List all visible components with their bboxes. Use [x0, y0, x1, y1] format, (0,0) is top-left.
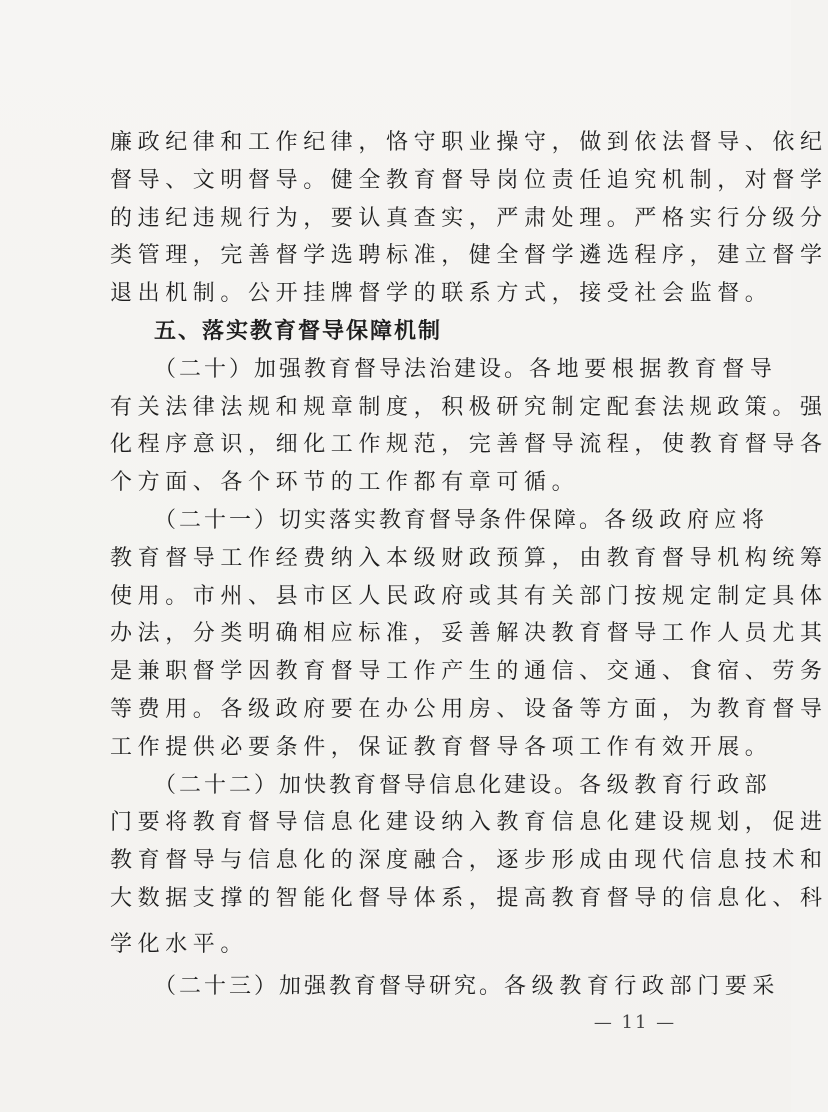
- body-text-line: 退出机制。公开挂牌督学的联系方式，接受社会监督。: [110, 281, 773, 306]
- body-text-line: 教育督导工作经费纳入本级财政预算，由教育督导机构统筹: [110, 546, 828, 571]
- paragraph-text: 各级教育行政部: [579, 773, 773, 798]
- body-text-line: 教育督导与信息化的深度融合，逐步形成由现代信息技术和: [110, 848, 828, 873]
- paragraph-first-line: [154, 506, 770, 536]
- body-text-line: 学化水平。: [110, 932, 249, 957]
- page-number: — 11 —: [593, 1012, 677, 1033]
- section-heading: 五、落实教育督导保障机制: [154, 319, 443, 344]
- body-text-line: 督导、文明督导。健全教育督导岗位责任追究机制，对督学: [110, 168, 828, 193]
- paragraph-first-line: [154, 355, 778, 385]
- body-text-line: 有关法律法规和规章制度，积极研究制定配套法规政策。强: [110, 395, 828, 420]
- paragraph-lead-title: （二十一）切实落实教育督导条件保障。: [154, 508, 605, 533]
- paragraph-text: 各级教育行政部门要采: [504, 974, 781, 999]
- body-text-line: 类管理，完善督学选聘标准，健全督学遴选程序，建立督学: [110, 243, 828, 268]
- paragraph-lead-title: （二十）加强教育督导法治建设。: [154, 357, 530, 382]
- body-text-line: 是兼职督学因教育督导工作产生的通信、交通、食宿、劳务: [110, 659, 828, 684]
- body-text-line: 办法，分类明确相应标准，妥善解决教育督导工作人员尤其: [110, 621, 828, 646]
- body-text-line: 工作提供必要条件，保证教育督导各项工作有效开展。: [110, 735, 773, 760]
- body-text-line: 使用。市州、县市区人民政府或其有关部门按规定制定具体: [110, 584, 828, 609]
- paragraph-first-line: [154, 771, 773, 801]
- paragraph-text: 各级政府应将: [604, 508, 770, 533]
- body-text-line: 廉政纪律和工作纪律，恪守职业操守，做到依法督导、依纪: [110, 130, 828, 155]
- body-text-line: 化程序意识，细化工作规范，完善督导流程，使教育督导各: [110, 432, 828, 457]
- body-text-line: 门要将教育督导信息化建设纳入教育信息化建设规划，促进: [110, 810, 828, 835]
- paragraph-lead-title: （二十二）加快教育督导信息化建设。: [154, 773, 580, 798]
- paragraph-text: 各地要根据教育督导: [529, 357, 778, 382]
- body-text-line: 大数据支撑的智能化督导体系，提高教育督导的信息化、科: [110, 886, 828, 911]
- paragraph-first-line: [154, 972, 781, 1002]
- paragraph-lead-title: （二十三）加强教育督导研究。: [154, 974, 505, 999]
- body-text-line: 个方面、各个环节的工作都有章可循。: [110, 470, 580, 495]
- body-text-line: 的违纪违规行为，要认真查实，严肃处理。严格实行分级分: [110, 206, 828, 231]
- body-text-line: 等费用。各级政府要在办公用房、设备等方面，为教育督导: [110, 697, 828, 722]
